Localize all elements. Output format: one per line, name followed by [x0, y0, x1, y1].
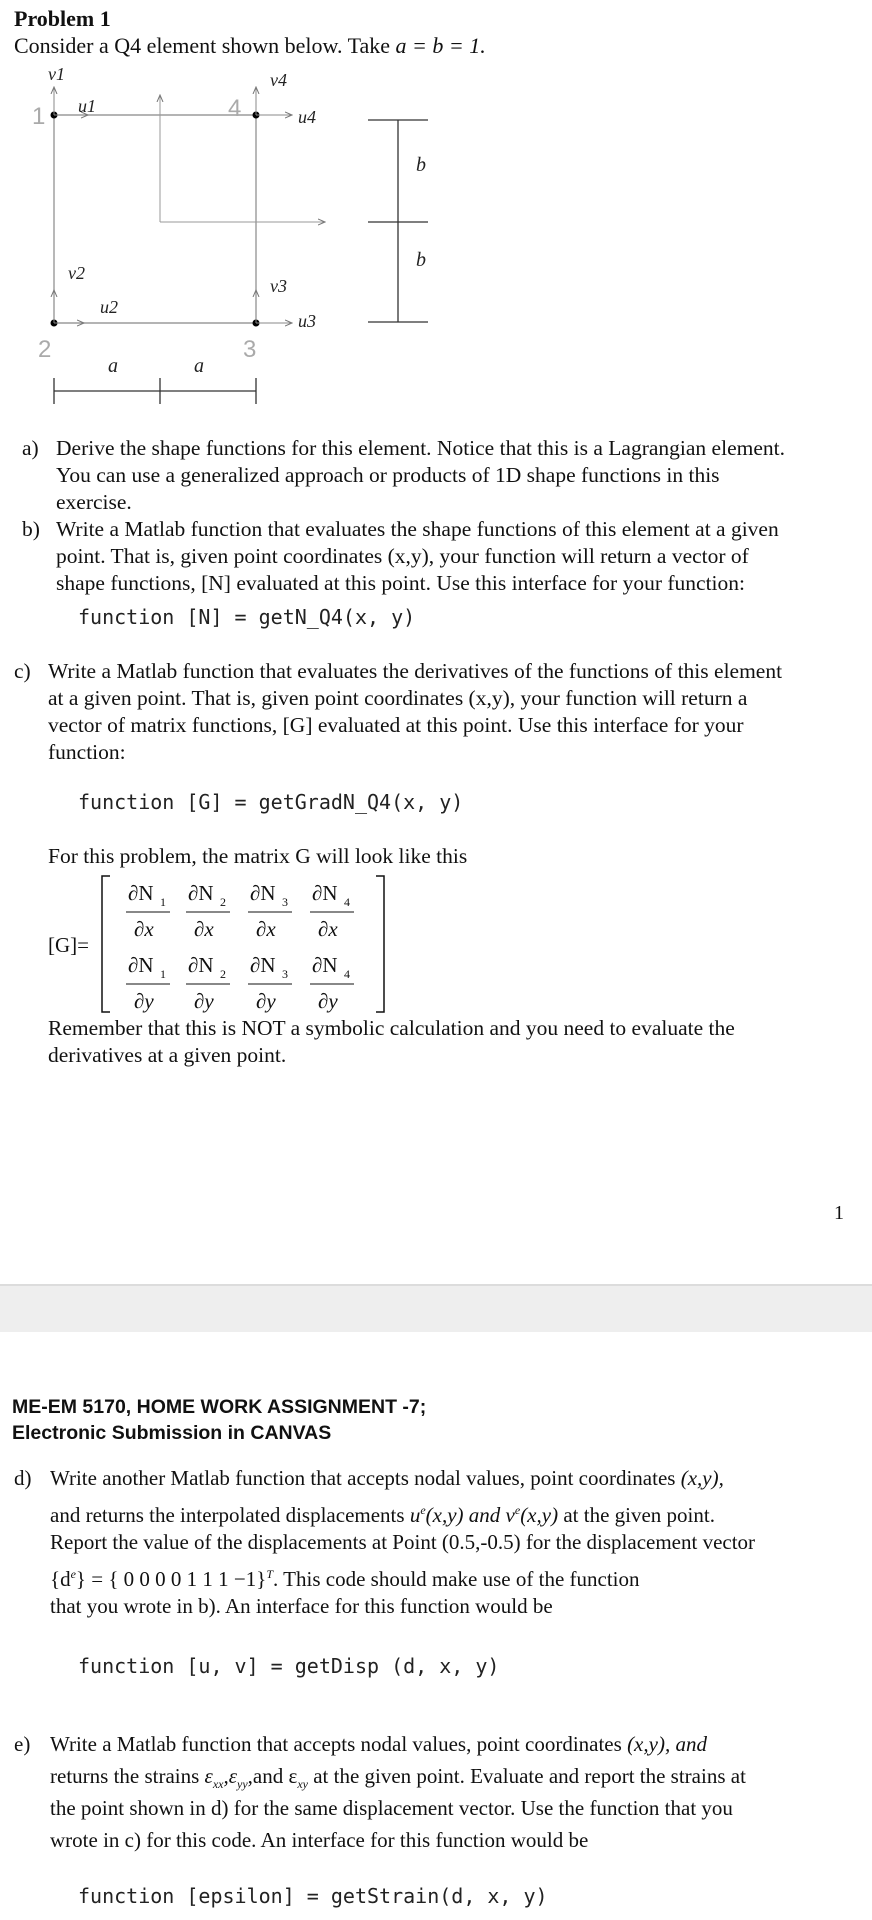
item-a-label: a)	[22, 436, 39, 460]
item-b	[22, 516, 862, 597]
item-d-line-1: Write another Matlab function that accepts nodal values, point coordinates (x,y),	[50, 1466, 724, 1490]
svg-text:∂N: ∂N	[312, 881, 338, 905]
item-a	[22, 435, 862, 516]
code-getN-Q4: function [N] = getN_Q4(x, y)	[78, 605, 416, 629]
matrix-row-y	[126, 953, 354, 1013]
item-c-line-2: at a given point. That is, given point coordinates (x,y), your function will return a	[48, 686, 748, 710]
item-d-label: d)	[14, 1466, 32, 1490]
intro-text: Consider a Q4 element shown below. Take	[14, 33, 391, 58]
svg-text:∂N: ∂N	[312, 953, 338, 977]
problem-title: Problem 1	[14, 6, 111, 31]
page-2	[0, 1332, 872, 1920]
item-a-line-2: You can use a generalized approach or products of 1D shape functions in this	[56, 463, 720, 487]
svg-text:∂N: ∂N	[128, 953, 154, 977]
matrix-g	[46, 868, 406, 1020]
svg-text:∂N: ∂N	[128, 881, 154, 905]
item-d-line-5: that you wrote in b). An interface for this function would be	[50, 1594, 553, 1618]
matrix-g-lhs: [G]=	[48, 933, 89, 957]
item-c	[14, 658, 864, 766]
node-4-number: 4	[228, 95, 242, 122]
svg-text:∂N: ∂N	[250, 881, 276, 905]
svg-text:1: 1	[160, 967, 166, 981]
svg-text:2: 2	[220, 895, 226, 909]
svg-text:∂y: ∂y	[194, 989, 214, 1013]
svg-text:∂x: ∂x	[256, 917, 276, 941]
code-getGradN-Q4: function [G] = getGradN_Q4(x, y)	[78, 790, 464, 814]
remember-line-2: derivatives at a given point.	[48, 1043, 287, 1067]
item-e	[14, 1728, 864, 1860]
matrix-row-x	[126, 881, 354, 941]
intro-equation: a = b = 1.	[395, 33, 486, 58]
svg-text:2: 2	[220, 967, 226, 981]
node-3-number: 3	[243, 336, 257, 363]
item-c-line-1: Write a Matlab function that evaluates the derivatives of the functions of this element	[48, 659, 783, 683]
svg-text:∂y: ∂y	[318, 989, 338, 1013]
dim-a-label-left: a	[108, 355, 118, 377]
item-c-line-4: function:	[48, 740, 126, 764]
item-b-line-3: shape functions, [N] evaluated at this point. Use this interface for your function:	[56, 571, 745, 595]
item-a-line-1: Derive the shape functions for this element. Notice that this is a Lagrangian element.	[56, 436, 785, 460]
label-u2: u2	[100, 297, 118, 317]
svg-text:∂N: ∂N	[250, 953, 276, 977]
page-separator	[0, 1284, 872, 1332]
svg-text:∂x: ∂x	[134, 917, 154, 941]
svg-text:∂x: ∂x	[318, 917, 338, 941]
svg-text:∂N: ∂N	[188, 953, 214, 977]
label-v1: v1	[48, 64, 65, 84]
item-d	[14, 1462, 864, 1626]
node-2-number: 2	[38, 336, 52, 363]
dim-b-label-top: b	[416, 154, 426, 176]
header-line-1: ME-EM 5170, HOME WORK ASSIGNMENT -7;	[12, 1396, 427, 1418]
item-c-line-3: vector of matrix functions, [G] evaluated at this point. Use this interface for your	[48, 713, 744, 737]
remember-line-1: Remember that this is NOT a symbolic calculation and you need to evaluate the	[48, 1016, 735, 1040]
item-b-label: b)	[22, 517, 40, 541]
svg-text:∂N: ∂N	[188, 881, 214, 905]
item-a-line-3: exercise.	[56, 490, 132, 514]
problem-intro	[14, 33, 486, 59]
node-1-number: 1	[32, 103, 46, 130]
label-v2: v2	[68, 263, 85, 283]
assignment-header	[12, 1394, 426, 1446]
item-c-label: c)	[14, 659, 31, 683]
code-getDisp: function [u, v] = getDisp (d, x, y)	[78, 1654, 500, 1678]
dim-a-label-right: a	[194, 355, 204, 377]
matrix-right-bracket	[376, 876, 384, 1012]
svg-text:3: 3	[282, 895, 288, 909]
page-number: 1	[834, 1202, 844, 1224]
label-u3: u3	[298, 311, 316, 331]
item-e-line-4: wrote in c) for this code. An interface for this function would be	[50, 1828, 589, 1852]
svg-text:4: 4	[344, 895, 350, 909]
dim-b-label-bottom: b	[416, 249, 426, 271]
item-d-line-3: Report the value of the displacements at Point (0.5,-0.5) for the displacement vector	[50, 1530, 756, 1554]
svg-text:4: 4	[344, 967, 350, 981]
item-b-line-1: Write a Matlab function that evaluates the shape functions of this element at a given	[56, 517, 779, 541]
item-e-line-1: Write a Matlab function that accepts nodal values, point coordinates (x,y), and	[50, 1732, 707, 1756]
svg-text:∂y: ∂y	[256, 989, 276, 1013]
svg-text:1: 1	[160, 895, 166, 909]
item-d-line-4: $\{d^e\}$ = { 0 0 0 0 1 1 1 −1}$^T$. This code should make use of the function	[50, 1567, 640, 1591]
header-line-2: Electronic Submission in CANVAS	[12, 1422, 332, 1444]
svg-text:∂y: ∂y	[134, 989, 154, 1013]
code-getStrain: function [epsilon] = getStrain(d, x, y)	[78, 1884, 548, 1908]
label-v4: v4	[270, 70, 287, 90]
item-b-line-2: point. That is, given point coordinates (x,y), your function will return a vector of	[56, 544, 749, 568]
svg-text:∂x: ∂x	[194, 917, 214, 941]
item-d-line-2: and returns the interpolated displacements $u^e(x,y)$ and $v^e(x,y)$ at the given point.	[50, 1503, 715, 1527]
svg-text:3: 3	[282, 967, 288, 981]
q4-element-figure	[0, 60, 440, 420]
matrix-left-bracket	[102, 876, 110, 1012]
label-u4: u4	[298, 107, 316, 127]
label-u1: u1	[78, 96, 96, 116]
label-v3: v3	[270, 276, 287, 296]
item-e-label: e)	[14, 1732, 31, 1756]
item-e-line-3: the point shown in d) for the same displacement vector. Use the function that you	[50, 1796, 733, 1820]
matrix-intro: For this problem, the matrix G will look like this	[48, 844, 468, 868]
item-e-line-2: returns the strains $\varepsilon_{xx},\varepsilon_{yy},and$ $\varepsilon_{xy}$ at the given point. Evaluate and report the strains at	[50, 1764, 746, 1792]
